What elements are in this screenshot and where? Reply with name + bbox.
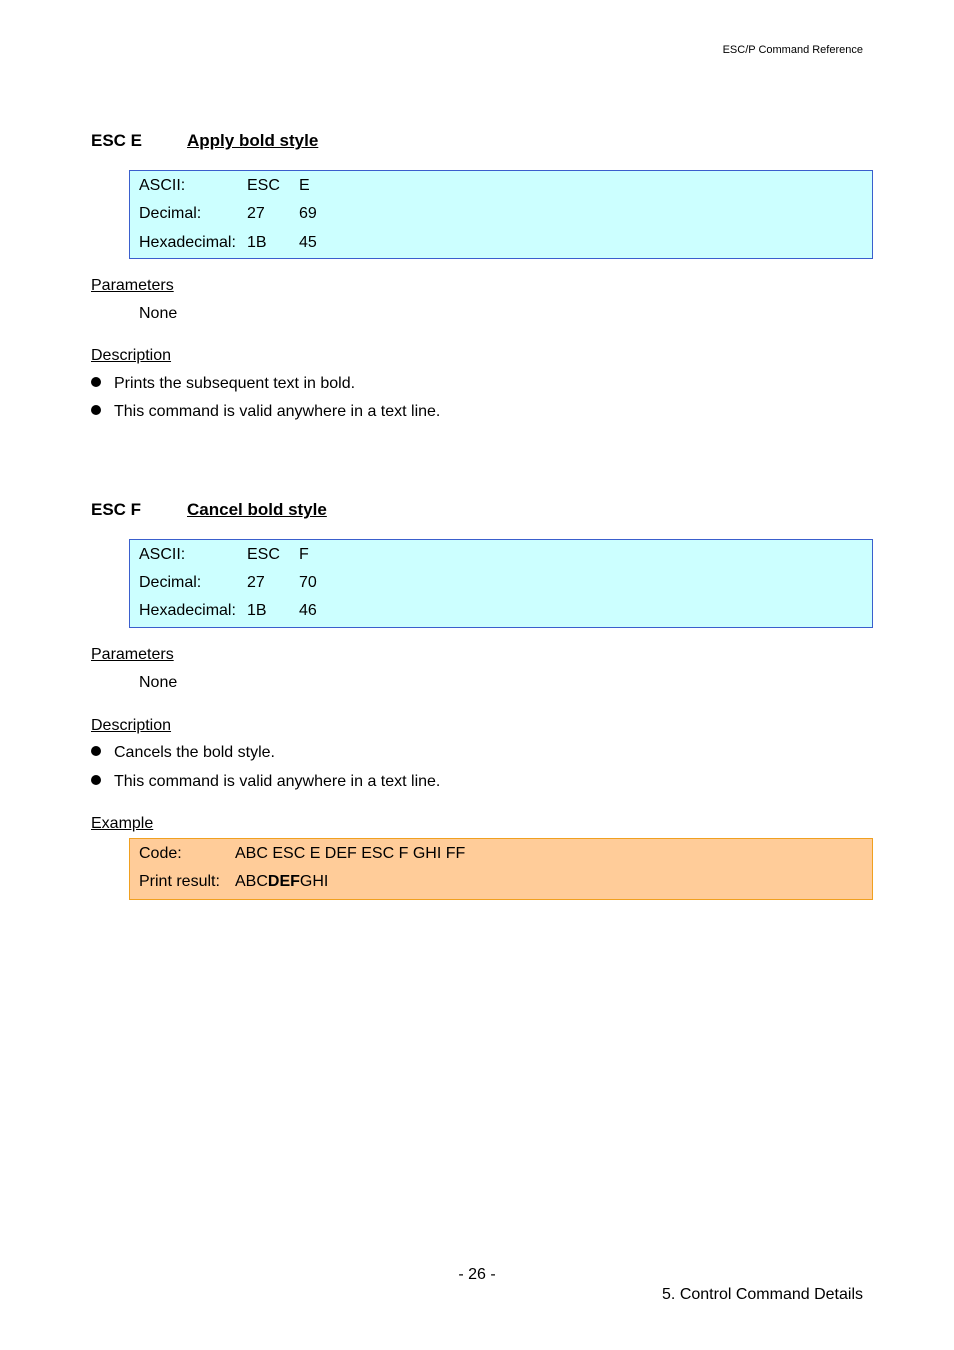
list-item: [91, 744, 275, 762]
description-heading: Description: [91, 717, 172, 734]
hex-label: Hexadecimal:: [139, 602, 236, 619]
list-item-text: Cancels the bold style.: [114, 744, 275, 761]
list-item-text: This command is valid anywhere in a text line.: [114, 403, 441, 420]
parameters-text: None: [139, 305, 178, 322]
decimal-value-2: 70: [299, 574, 317, 591]
result-prefix: ABC: [235, 873, 268, 890]
command-name: ESC F: [91, 500, 142, 519]
bullet-icon: [91, 377, 101, 387]
description-heading: Description: [91, 347, 172, 364]
example-code-label: Code:: [139, 845, 182, 862]
ascii-value-2: F: [299, 546, 309, 563]
command-code-box: [129, 539, 873, 628]
bullet-icon: [91, 405, 101, 415]
ascii-value-2: E: [299, 177, 310, 194]
example-heading: Example: [91, 815, 154, 832]
command-name: ESC E: [91, 131, 143, 150]
list-item: [91, 375, 355, 393]
decimal-value-1: 27: [247, 205, 265, 222]
parameters-heading: Parameters: [91, 646, 174, 663]
example-result-value: [235, 872, 328, 892]
decimal-label: Decimal:: [139, 205, 202, 222]
bullet-icon: [91, 746, 101, 756]
list-item: [91, 773, 440, 791]
example-code-value: ABC ESC E DEF ESC F GHI FF: [235, 845, 466, 862]
section-heading-esc-e: [91, 131, 318, 151]
list-item: [91, 403, 440, 421]
hex-label: Hexadecimal:: [139, 234, 236, 251]
example-box: [129, 838, 873, 900]
decimal-label: Decimal:: [139, 574, 202, 591]
decimal-value-1: 27: [247, 574, 265, 591]
result-suffix: GHI: [299, 873, 329, 890]
parameters-heading: Parameters: [91, 277, 174, 294]
parameters-text: None: [139, 674, 178, 691]
hex-value-1: 1B: [247, 234, 267, 251]
example-result-label: Print result:: [139, 873, 220, 890]
bullet-icon: [91, 775, 101, 785]
ascii-label: ASCII:: [139, 546, 186, 563]
command-title: Cancel bold style: [187, 500, 327, 519]
list-item-text: This command is valid anywhere in a text line.: [114, 773, 441, 790]
ascii-value-1: ESC: [247, 546, 280, 563]
decimal-value-2: 69: [299, 205, 317, 222]
running-header: ESC/P Command Reference: [722, 44, 863, 56]
list-item-text: Prints the subsequent text in bold.: [114, 375, 356, 392]
ascii-label: ASCII:: [139, 177, 186, 194]
footer-chapter: 5. Control Command Details: [662, 1286, 863, 1303]
section-heading-esc-f: [91, 500, 327, 520]
hex-value-1: 1B: [247, 602, 267, 619]
hex-value-2: 46: [299, 602, 317, 619]
hex-value-2: 45: [299, 234, 317, 251]
command-title: Apply bold style: [187, 131, 319, 150]
result-bold-text: DEF: [267, 873, 300, 890]
command-code-box: [129, 170, 873, 259]
ascii-value-1: ESC: [247, 177, 280, 194]
page-number: - 26 -: [458, 1266, 496, 1283]
